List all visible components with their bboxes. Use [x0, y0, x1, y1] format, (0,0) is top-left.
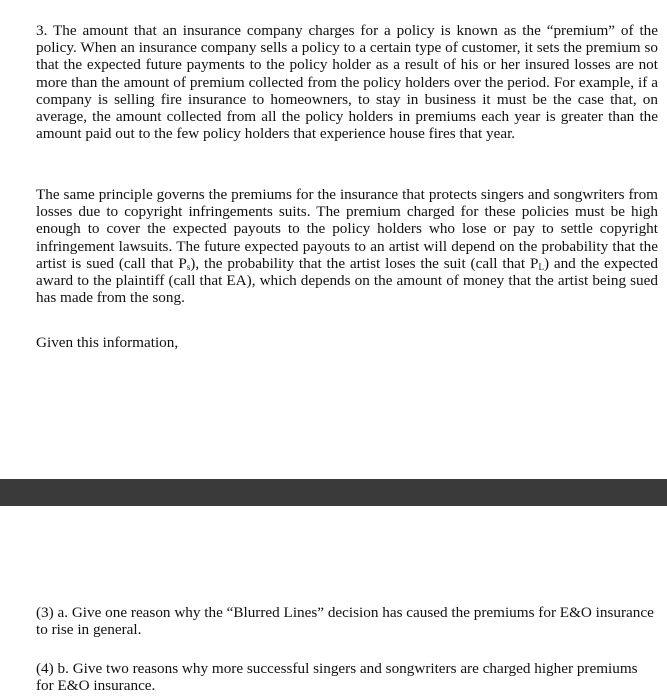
- given-info-line: [36, 334, 658, 351]
- subscript-s: s: [186, 261, 191, 272]
- subscript-l: L: [538, 261, 544, 272]
- paragraph-text-part-3: ) and the expected award to the plaintiff (call that EA), which depends on the amount of money that the artist being sued has made from the song.: [36, 254, 658, 307]
- paragraph-text: Given this information,: [36, 334, 179, 351]
- paragraph-text-part-1: The same principle governs the premiums for the insurance that protects singers and songwriters from losses due to copyright infringements suits. The premium charged for these policies must be high enough to cover the expected payouts to the policy holders who lose or pay to settle copyright infringement lawsuits. The future expected payouts to an artist will depend on the probability that the artist is sued (call that P: [36, 186, 658, 272]
- question-4b: [36, 660, 658, 694]
- paragraph-text: 3. The amount that an insurance company charges for a policy is known as the “premium” of the policy. When an insurance company sells a policy to a certain type of customer, it sets the premium so that the expected future payments to the policy holder as a result of his or her insured losses are not more than the amount of premium collected from the policy holders over the period. For example, if a company is selling fire insurance to homeowners, to stay in business it must be the case that, on average, the amount collected from all the policy holders in premiums each year is greater than the amount paid out to the few policy holders that experience house fires that year.: [36, 22, 658, 143]
- question-text: (4) b. Give two reasons why more successful singers and songwriters are charged higher premiums for E&O insurance.: [36, 660, 638, 695]
- redaction-bar-divider: [0, 479, 667, 506]
- paragraph-text-part-2: ), the probability that the artist loses the suit (call that P: [190, 254, 539, 272]
- question-text: (3) a. Give one reason why the “Blurred Lines” decision has caused the premiums for E&O insurance to rise in general.: [36, 604, 654, 639]
- principle-paragraph: [36, 186, 658, 306]
- question-3-intro-paragraph: [36, 22, 658, 142]
- question-3a: [36, 604, 658, 638]
